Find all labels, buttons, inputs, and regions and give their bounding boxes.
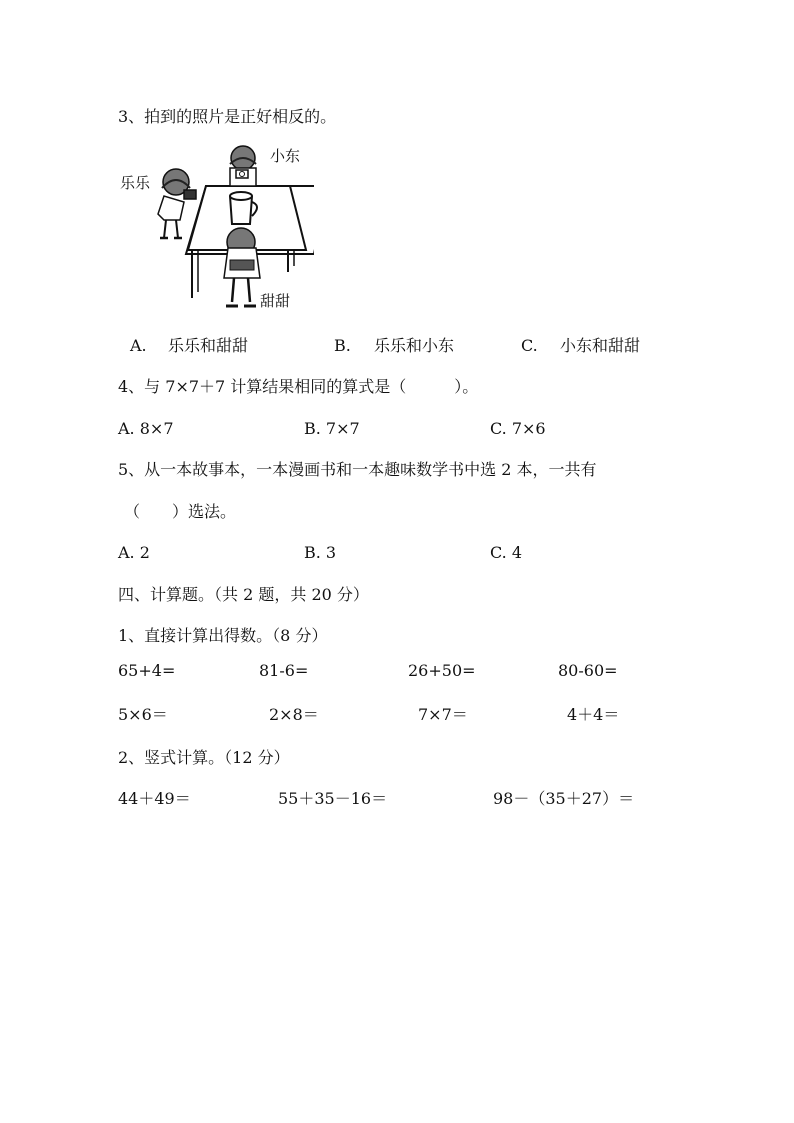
label-xiaodong: 小东	[270, 147, 301, 165]
q5-option-a[interactable]: A. 2	[118, 543, 150, 562]
q4-option-c[interactable]: C. 7×6	[490, 419, 546, 438]
calc-q2-title: 2、竖式计算。（12 分）	[118, 748, 290, 767]
camera-icon	[184, 190, 196, 199]
calc-item: 4＋4＝	[567, 705, 620, 724]
q4-stem: 4、与 7×7＋7 计算结果相同的算式是（ ）。	[118, 377, 479, 396]
q5-stem-line1: 5、从一本故事本，一本漫画书和一本趣味数学书中选 2 本，一共有	[118, 460, 597, 479]
calc-item: 65+4=	[118, 661, 176, 680]
option-b-text[interactable]: 乐乐和小东	[374, 336, 455, 355]
q4-option-a[interactable]: A. 8×7	[118, 419, 174, 438]
q4-option-b[interactable]: B. 7×7	[304, 419, 360, 438]
option-b-letter[interactable]: B.	[334, 336, 351, 355]
calc-item: 26+50=	[408, 661, 476, 680]
q5-option-c[interactable]: C. 4	[490, 543, 523, 562]
section-heading: 四、计算题。（共 2 题，共 20 分）	[118, 585, 369, 604]
option-c-text[interactable]: 小东和甜甜	[560, 336, 641, 355]
option-a-text[interactable]: 乐乐和甜甜	[168, 336, 249, 355]
label-lele: 乐乐	[120, 174, 151, 192]
q3-stem: 3、拍到的照片是正好相反的。	[118, 107, 337, 126]
option-a-letter[interactable]: A.	[130, 336, 147, 355]
vertical-calc-item: 98－（35＋27）＝	[493, 789, 635, 808]
vertical-calc-item: 44＋49＝	[118, 789, 191, 808]
label-tiantian: 甜甜	[260, 292, 291, 310]
vertical-calc-item: 55＋35－16＝	[278, 789, 388, 808]
option-c-letter[interactable]: C.	[521, 336, 538, 355]
photo-illustration	[118, 142, 314, 318]
q5-stem-line2: （ ）选法。	[124, 502, 237, 521]
calc-item: 80-60=	[558, 661, 618, 680]
calc-item: 5×6＝	[118, 705, 168, 724]
calc-item: 2×8＝	[269, 705, 319, 724]
calc-q1-title: 1、直接计算出得数。（8 分）	[118, 626, 328, 645]
calc-item: 81-6=	[259, 661, 309, 680]
q5-option-b[interactable]: B. 3	[304, 543, 337, 562]
calc-item: 7×7＝	[418, 705, 468, 724]
